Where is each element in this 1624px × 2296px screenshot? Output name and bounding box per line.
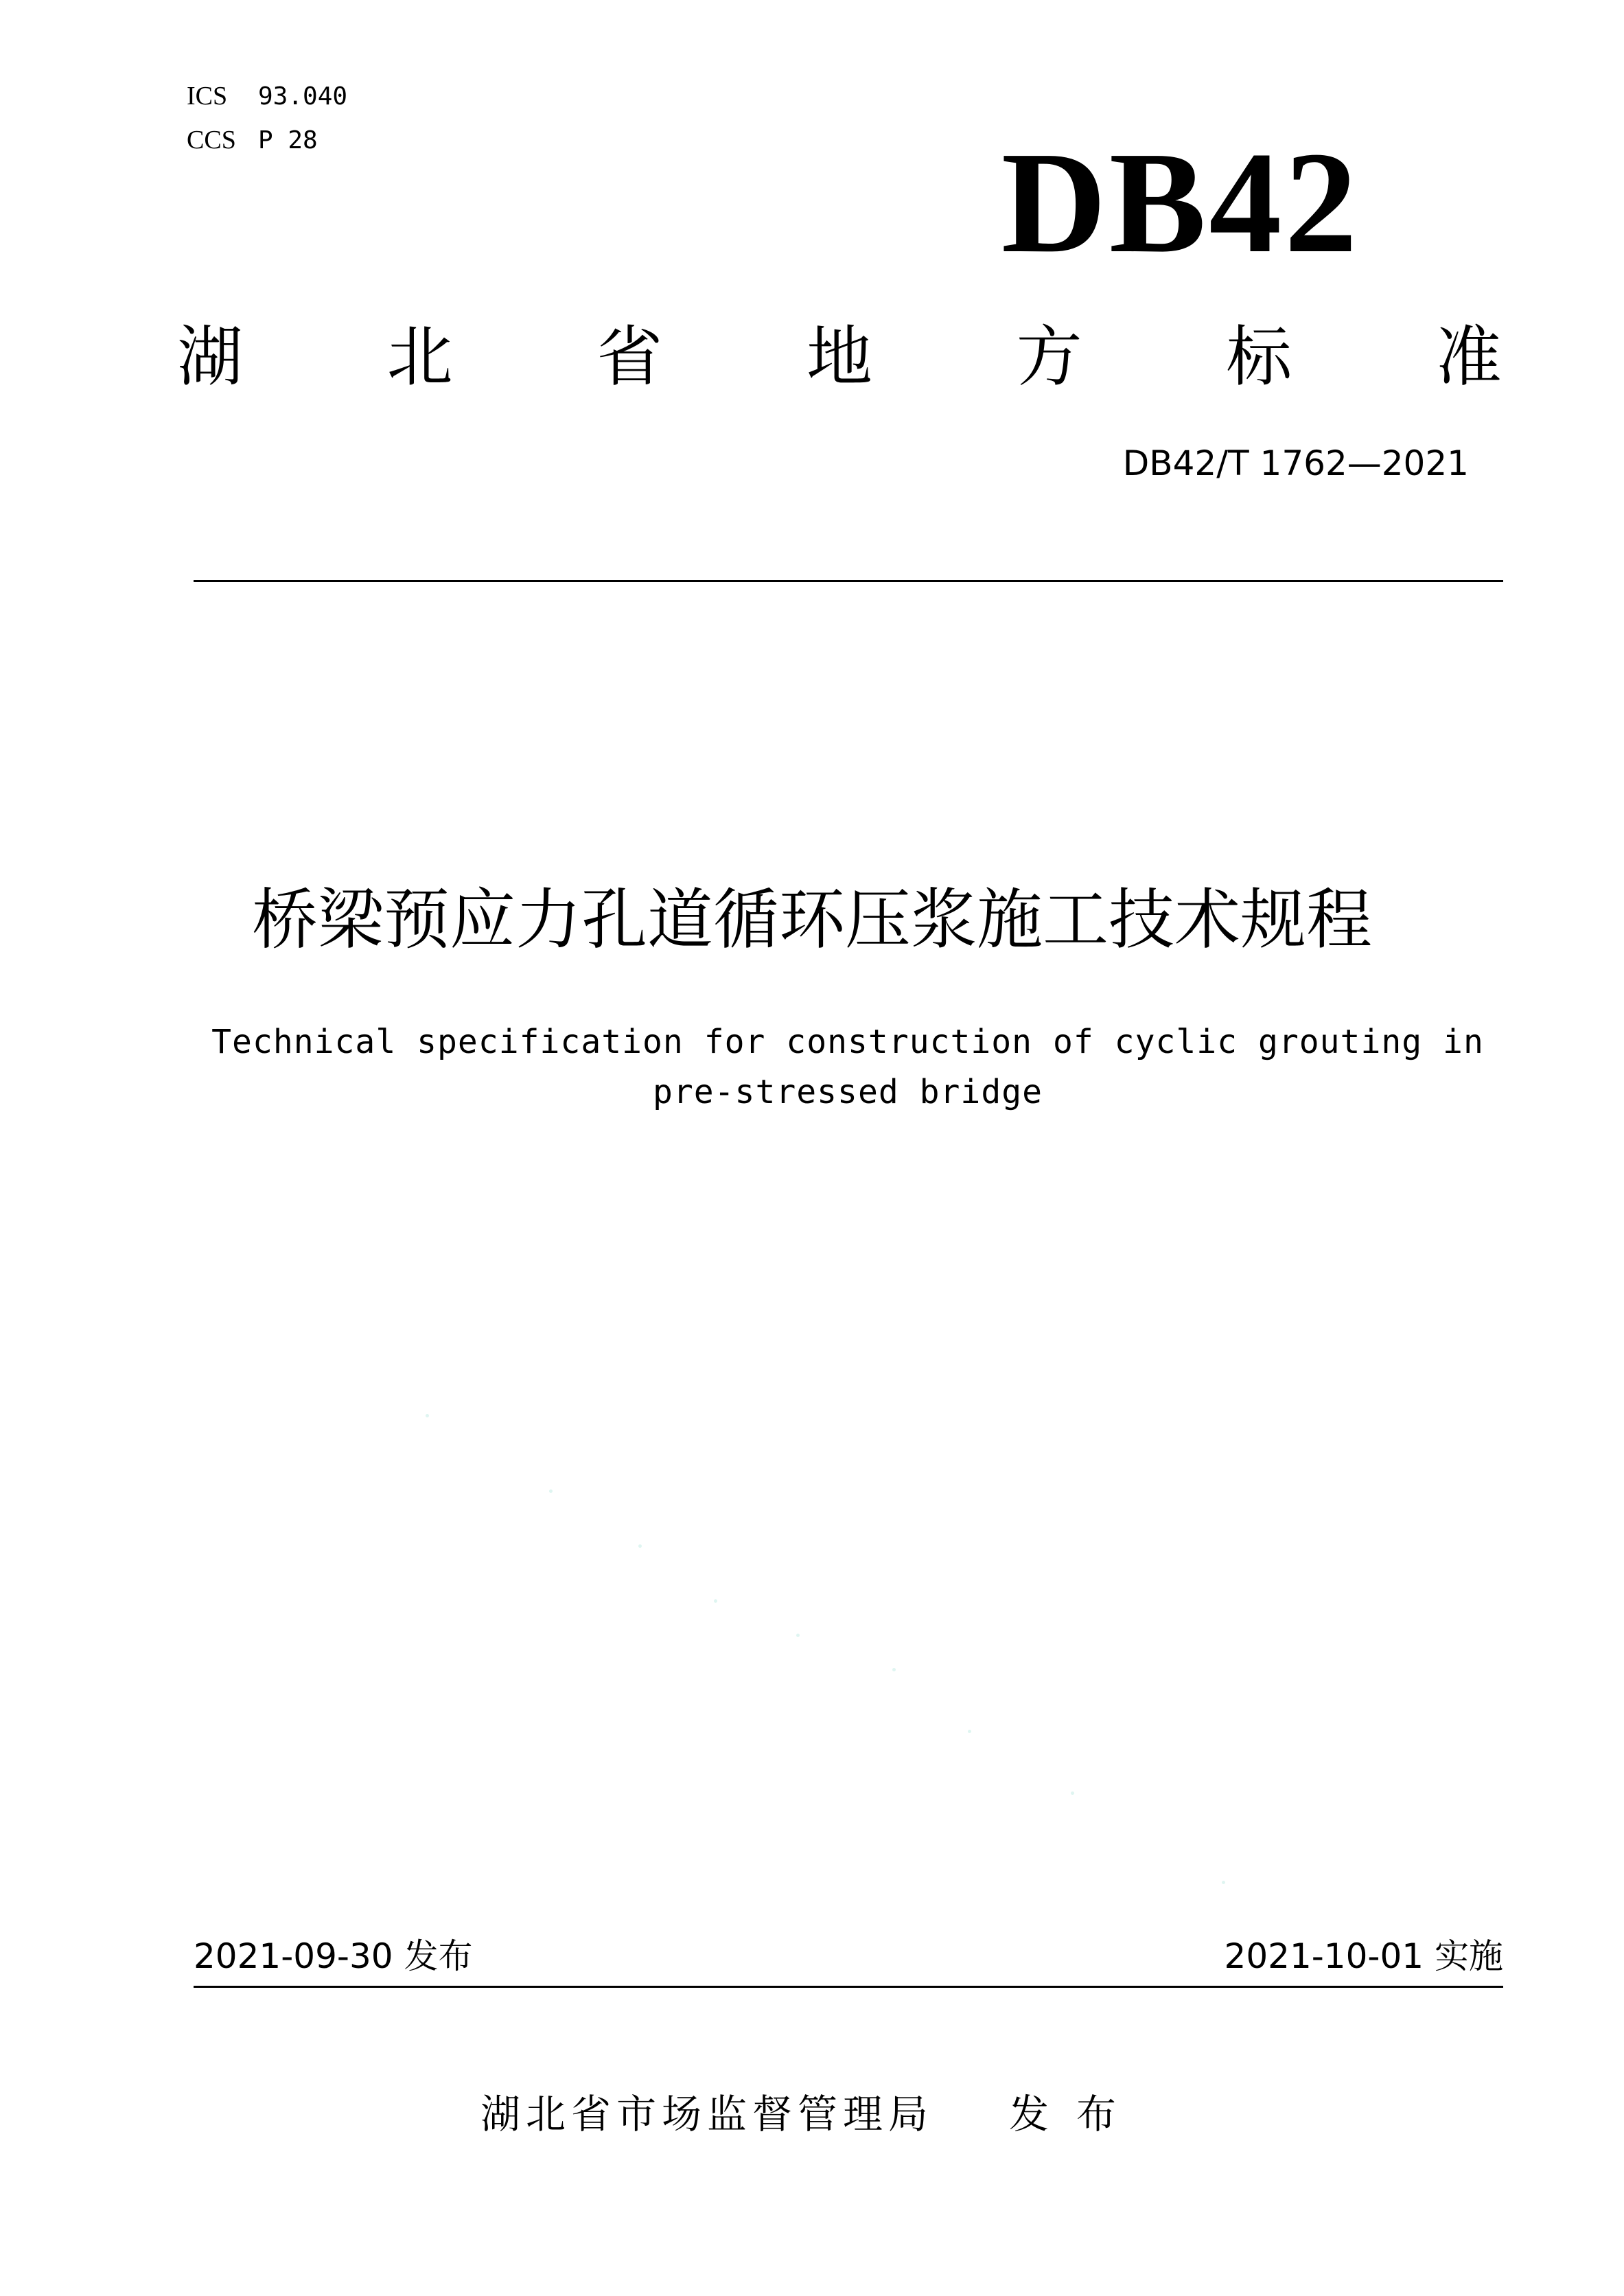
publish-date: 2021-09-30	[194, 1936, 393, 1976]
standard-type-char: 北	[386, 318, 453, 395]
ics-code	[187, 77, 347, 114]
standard-type-char: 地	[806, 318, 872, 395]
standard-number: DB42/T 1762—2021	[1122, 443, 1469, 483]
chinese-title: 桥梁预应力孔道循环压浆施工技术规程	[252, 881, 1372, 958]
publish-date-row	[194, 1929, 472, 1984]
bottom-divider	[194, 1986, 1503, 1988]
watermark-speck	[892, 1668, 896, 1671]
publish-label: 发布	[404, 1936, 473, 1976]
effective-date: 2021-10-01	[1224, 1936, 1424, 1976]
watermark-speck	[796, 1634, 800, 1637]
standard-type-title	[177, 312, 1502, 402]
issuer-action: 发布	[1009, 2091, 1144, 2137]
issuer-row	[137, 2080, 1487, 2148]
ccs-label: CCS	[187, 126, 236, 154]
english-title-line2: pre-stressed bridge	[652, 1073, 1043, 1111]
db-code-mark: DB42	[1001, 121, 1360, 283]
standard-type-char: 准	[1435, 318, 1502, 395]
ccs-code	[187, 121, 318, 158]
watermark-speck	[714, 1599, 717, 1603]
ics-label: ICS	[187, 82, 228, 111]
watermark-speck	[638, 1544, 642, 1548]
watermark-speck	[1222, 1881, 1225, 1884]
watermark-speck	[968, 1730, 971, 1733]
watermark-speck	[549, 1489, 553, 1493]
issuer-name: 湖北省市场监督管理局	[480, 2091, 933, 2137]
ccs-value: P 28	[258, 126, 318, 154]
ics-value: 93.040	[258, 82, 348, 111]
watermark-speck	[426, 1414, 429, 1417]
effective-date-row	[1133, 1929, 1503, 1984]
standard-type-char: 湖	[177, 318, 243, 395]
english-title	[192, 1017, 1503, 1120]
top-divider	[194, 580, 1503, 582]
watermark-speck	[1071, 1791, 1074, 1795]
english-title-line1: Technical specification for construction of cyclic grouting in	[211, 1023, 1484, 1061]
effective-label: 实施	[1435, 1936, 1503, 1976]
standard-type-char: 标	[1226, 318, 1292, 395]
standard-type-char: 省	[596, 318, 663, 395]
standard-type-char: 方	[1016, 318, 1082, 395]
